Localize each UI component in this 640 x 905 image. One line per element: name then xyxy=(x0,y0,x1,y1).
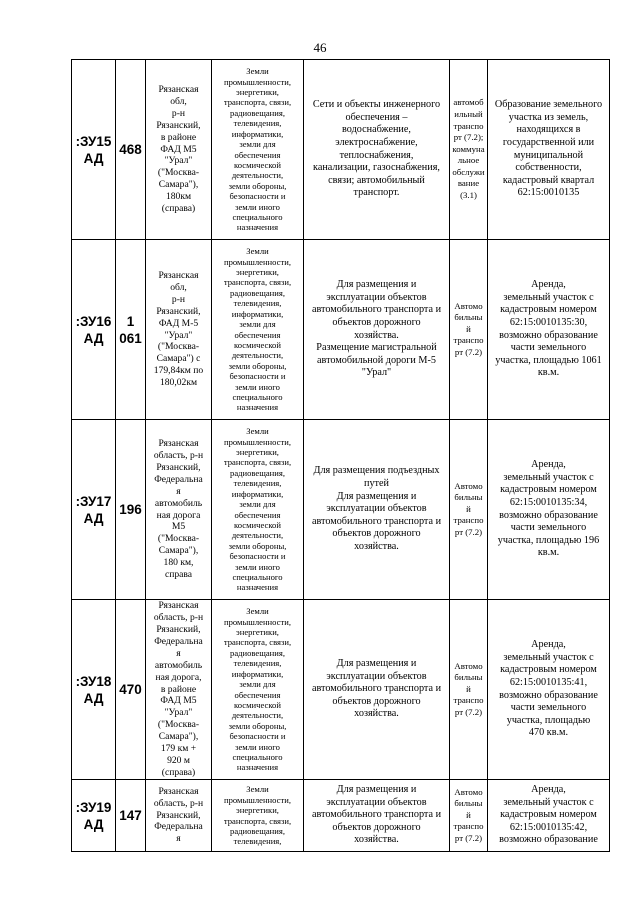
land-category-cell: Земли промышленности, энергетики, транспорта, связи, радиовещания, телевидения, информатики, земли для обеспечения космической деятельности, земли обороны, безопасности и земли иного специального назначения xyxy=(212,60,304,240)
permitted-use-cell: Для размещения и эксплуатации объектов автомобильного транспорта и объектов дорожного хозяйства. Размещение магистральной автомобильной дороги М-5 "Урал" xyxy=(304,240,450,420)
plot-id-cell: :ЗУ19 АД xyxy=(72,780,116,852)
plot-id-cell: :ЗУ17 АД xyxy=(72,420,116,600)
note-cell: Аренда, земельный участок с кадастровым номером 62:15:0010135:34, возможно образование части земельного участка, площадью 196 кв.м. xyxy=(488,420,610,600)
plot-id-cell: :ЗУ18 АД xyxy=(72,600,116,780)
table-row xyxy=(72,60,610,240)
use-code-cell: Автомо бильны й транспо рт (7.2) xyxy=(450,600,488,780)
use-code-cell: автомоб ильный транспо рт (7.2); коммуна льное обслужи вание (3.1) xyxy=(450,60,488,240)
use-code-cell: Автомо бильны й транспо рт (7.2) xyxy=(450,780,488,852)
note-cell: Образование земельного участка из земель, находящихся в государственной или муниципальной собственности, кадастровый квартал 62:15:0010135 xyxy=(488,60,610,240)
land-plots-table xyxy=(71,59,610,852)
note-cell: Аренда, земельный участок с кадастровым номером 62:15:0010135:42, возможно образование xyxy=(488,780,610,852)
use-code-cell: Автомо бильны й транспо рт (7.2) xyxy=(450,420,488,600)
land-category-cell: Земли промышленности, энергетики, транспорта, связи, радиовещания, телевидения, xyxy=(212,780,304,852)
area-cell: 196 xyxy=(116,420,146,600)
location-cell: Рязанская область, р-н Рязанский, Федеральна я автомобиль ная дорога М5 ("Москва- Самара"), 180 км, справа xyxy=(146,420,212,600)
location-cell: Рязанская обл, р-н Рязанский, в районе ФАД М5 "Урал" ("Москва- Самара"), 180км (справа) xyxy=(146,60,212,240)
land-category-cell: Земли промышленности, энергетики, транспорта, связи, радиовещания, телевидения, информатики, земли для обеспечения космической деятельности, земли обороны, безопасности и земли иного специального назначения xyxy=(212,420,304,600)
area-cell: 468 xyxy=(116,60,146,240)
table-row xyxy=(72,420,610,600)
location-cell: Рязанская область, р-н Рязанский, Федеральна я автомобиль ная дорога, в районе ФАД М5 "Урал" ("Москва- Самара"), 179 км + 920 м (справа) xyxy=(146,600,212,780)
plot-id-cell: :ЗУ15 АД xyxy=(72,60,116,240)
area-cell: 1 061 xyxy=(116,240,146,420)
table-row xyxy=(72,600,610,780)
land-category-cell: Земли промышленности, энергетики, транспорта, связи, радиовещания, телевидения, информатики, земли для обеспечения космической деятельности, земли обороны, безопасности и земли иного специального назначения xyxy=(212,600,304,780)
land-category-cell: Земли промышленности, энергетики, транспорта, связи, радиовещания, телевидения, информатики, земли для обеспечения космической деятельности, земли обороны, безопасности и земли иного специального назначения xyxy=(212,240,304,420)
note-cell: Аренда, земельный участок с кадастровым номером 62:15:0010135:41, возможно образование части земельного участка, площадью 470 кв.м. xyxy=(488,600,610,780)
permitted-use-cell: Для размещения подъездных путей Для размещения и эксплуатации объектов автомобильного транспорта и объектов дорожного хозяйства. xyxy=(304,420,450,600)
area-cell: 147 xyxy=(116,780,146,852)
permitted-use-cell: Для размещения и эксплуатации объектов автомобильного транспорта и объектов дорожного хозяйства. xyxy=(304,780,450,852)
note-cell: Аренда, земельный участок с кадастровым номером 62:15:0010135:30, возможно образование части земельного участка, площадью 1061 кв.м. xyxy=(488,240,610,420)
use-code-cell: Автомо бильны й транспо рт (7.2) xyxy=(450,240,488,420)
table-row xyxy=(72,240,610,420)
plot-id-cell: :ЗУ16 АД xyxy=(72,240,116,420)
location-cell: Рязанская область, р-н Рязанский, Федеральна я xyxy=(146,780,212,852)
page-number: 46 xyxy=(313,40,327,55)
table-row xyxy=(72,780,610,852)
permitted-use-cell: Для размещения и эксплуатации объектов автомобильного транспорта и объектов дорожного хозяйства. xyxy=(304,600,450,780)
area-cell: 470 xyxy=(116,600,146,780)
permitted-use-cell: Сети и объекты инженерного обеспечения – водоснабжение, электроснабжение, теплоснабжения, канализации, газоснабжения, связи; автомобильный транспорт. xyxy=(304,60,450,240)
location-cell: Рязанская обл, р-н Рязанский, ФАД М-5 "Урал" ("Москва- Самара") с 179,84км по 180,02км xyxy=(146,240,212,420)
